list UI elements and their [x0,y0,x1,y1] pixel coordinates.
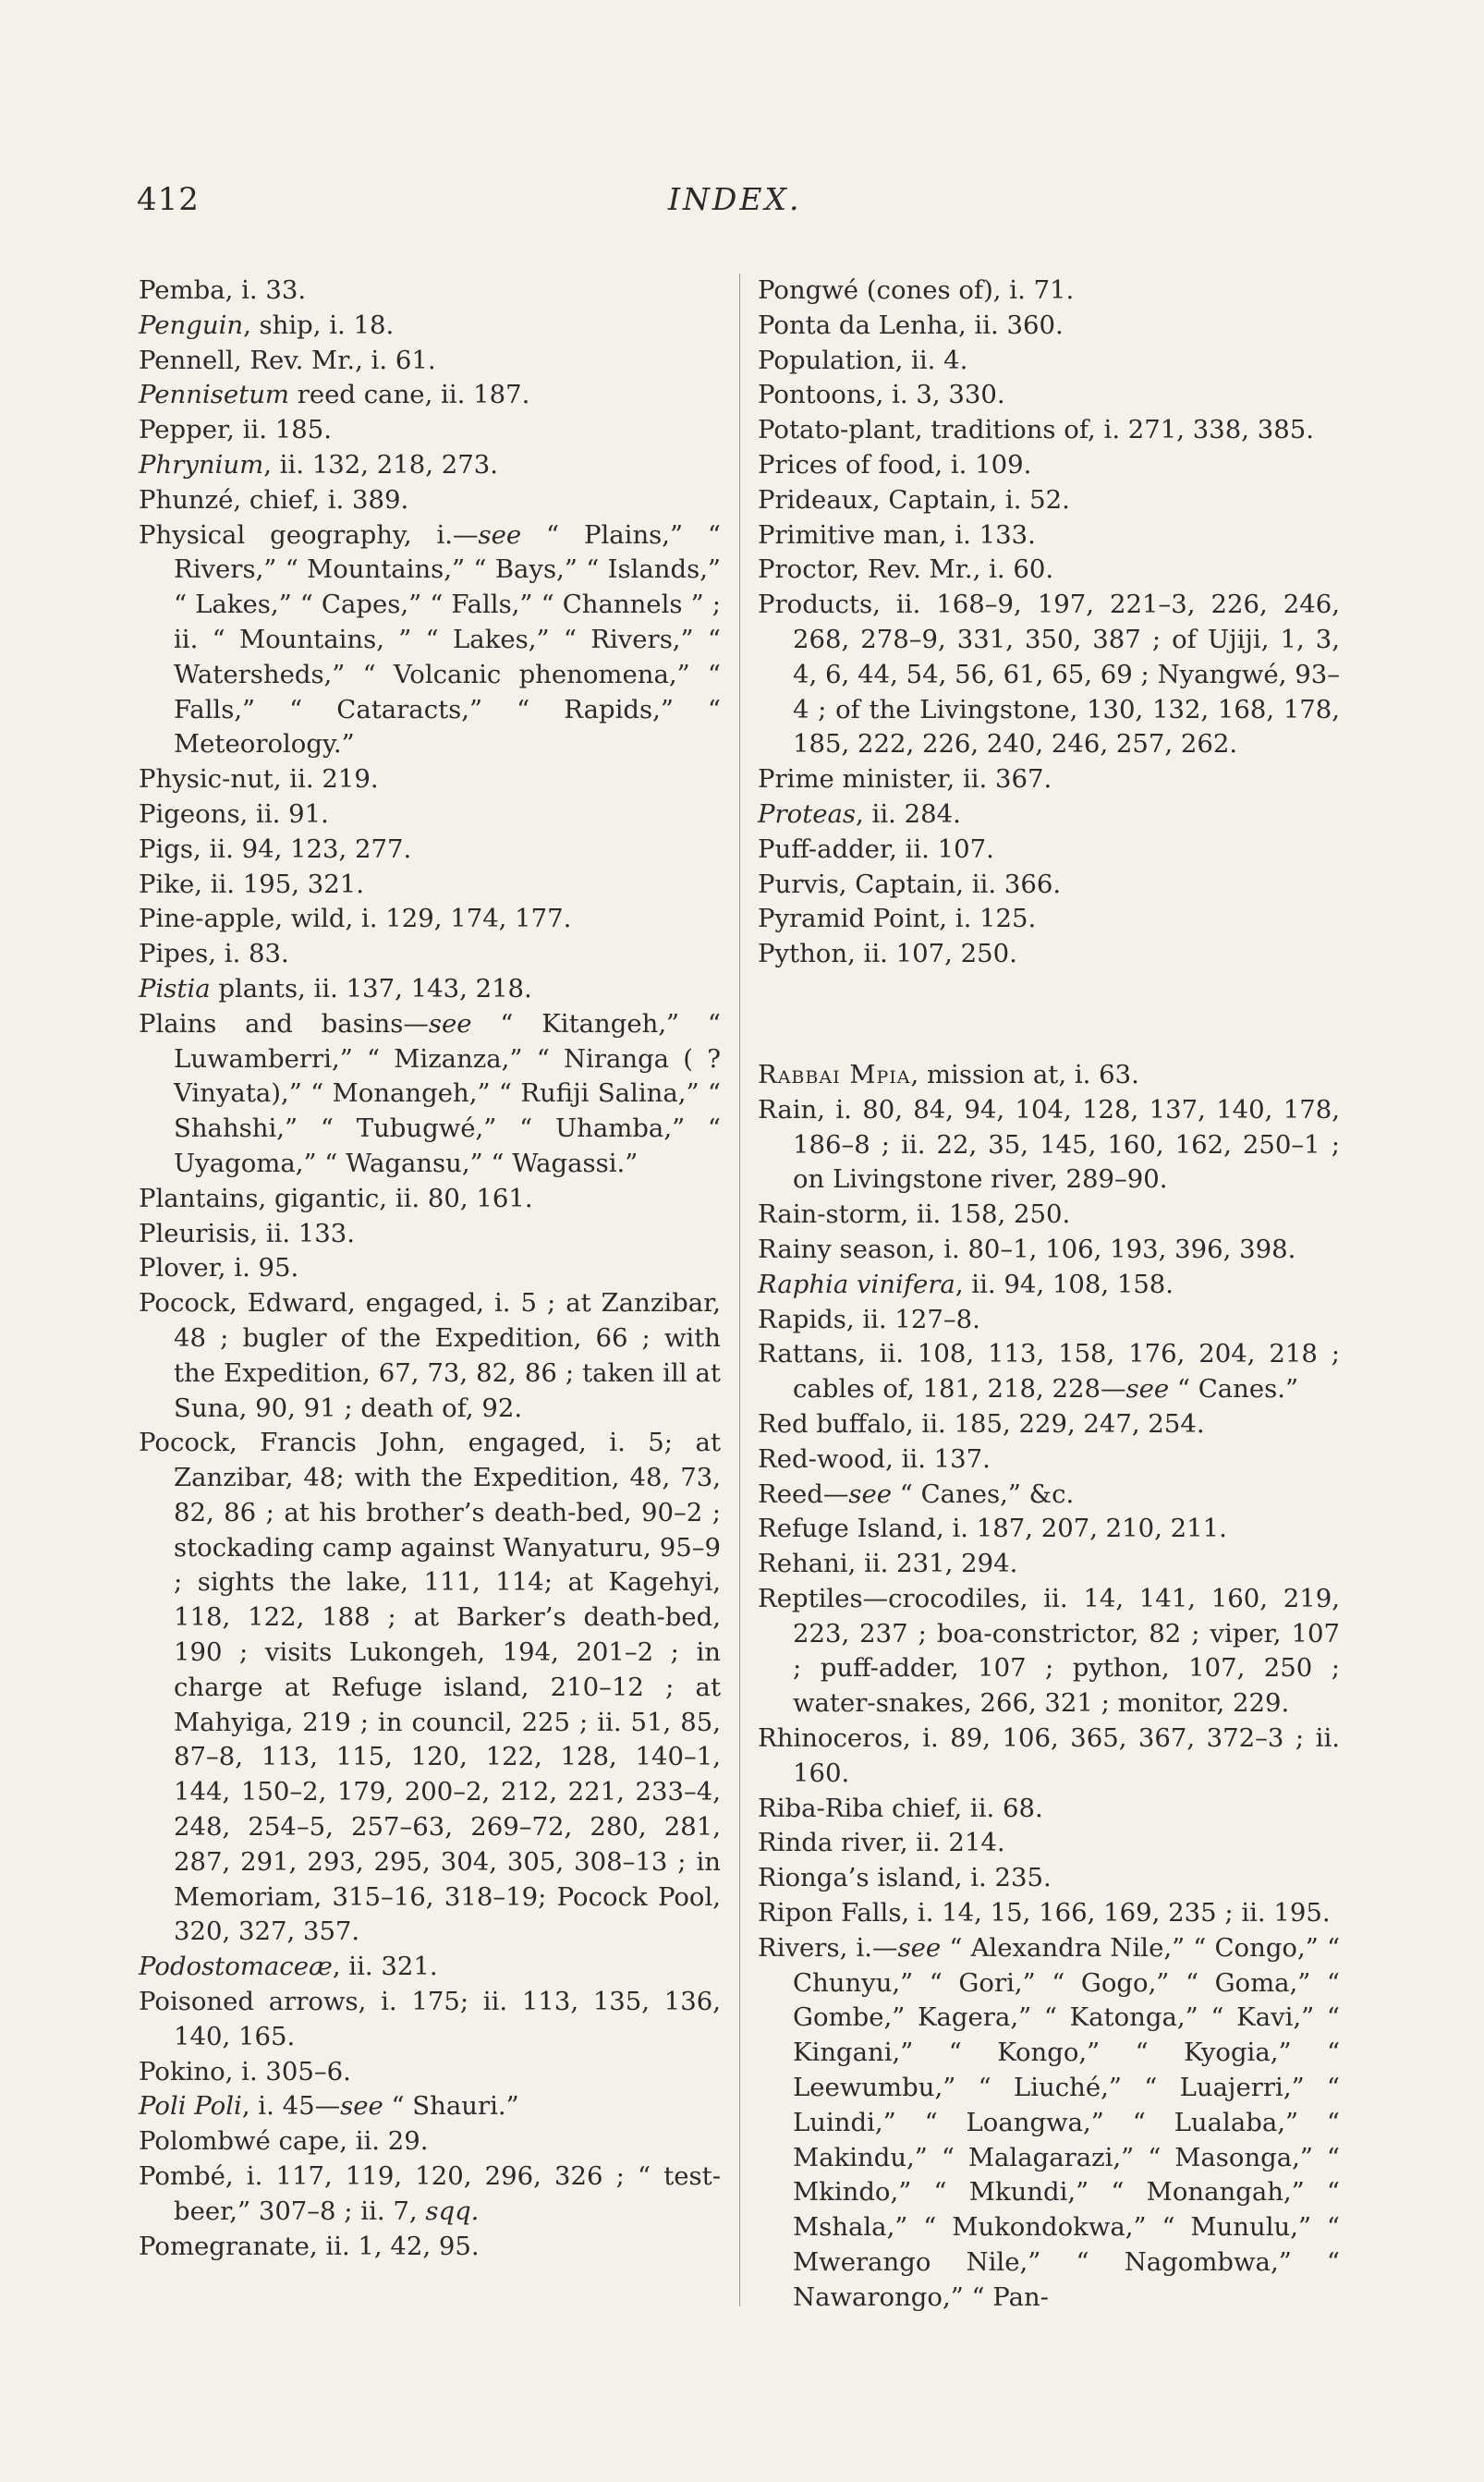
index-entry: Rivers, i.—see “ Alexandra Nile,” “ Congo,” “ Chunyu,” “ Gori,” “ Gogo,” “ Goma,” “ Gombe,” Kagera,” “ Katonga,” “ Kavi,” “ Kingani,” “ Kongo,” “ Kyogia,” “ Leewumbu,” “ Liuché,” “ Luajerri,” “ Luindi,” “ Loangwa,” “ Lualaba,” “ Makindu,” “ Malagarazi,” “ Masonga,” “ Mkindo,” “ Mkundi,” “ Monangah,” “ Mshala,” “ Mukondokwa,” “ Munulu,” “ Mwerango Nile,” “ Nagombwa,” “ Nawarongo,” “ Pan- [758,1932,1341,2312]
index-entry: Penguin, ship, i. 18. [139,310,395,340]
running-head: INDEX. [668,181,802,217]
index-entry: Python, ii. 107, 250. [758,939,1017,969]
index-entry: Primitive man, i. 133. [758,519,1036,550]
index-entry: Prices of food, i. 109. [758,449,1032,480]
index-entry: Rabbai Mpia, mission at, i. 63. [758,1059,1139,1089]
index-entry: Refuge Island, i. 187, 207, 210, 211. [758,1514,1227,1544]
index-entry: Red-wood, ii. 137. [758,1443,991,1474]
index-entry: Rain, i. 80, 84, 94, 104, 128, 137, 140, 178, 186–8 ; ii. 22, 35, 145, 160, 162, 250–1 ; on Livingstone river, 289–90. [758,1094,1340,1195]
index-entry: Pike, ii. 195, 321. [139,869,364,899]
index-entry: Rionga’s island, i. 235. [758,1863,1052,1893]
index-entry: Pemba, i. 33. [139,275,307,305]
index-entry: Podostomaceæ, ii. 321. [139,1952,438,1982]
page-number: 412 [137,181,200,218]
index-entry: Prime minister, ii. 367. [758,764,1052,795]
index-entry: Pipes, i. 83. [139,939,289,969]
index-entry: Poisoned arrows, i. 175; ii. 113, 135, 136, 140, 165. [139,1987,721,2051]
index-entry: Plantains, gigantic, ii. 80, 161. [139,1183,533,1213]
index-entry: Pocock, Edward, engaged, i. 5 ; at Zanzibar, 48 ; bugler of the Expedition, 66 ; with the Expedition, 67, 73, 82, 86 ; taken ill at Suna, 90, 91 ; death of, 92. [139,1288,721,1423]
index-entry: Pigeons, ii. 91. [139,798,329,829]
index-entry: Rinda river, ii. 214. [758,1828,1005,1858]
index-entry: Pokino, i. 305–6. [139,2056,351,2087]
index-entry: Pepper, ii. 185. [139,415,332,445]
index-entry: Phrynium, ii. 132, 218, 273. [139,449,498,480]
index-entry: Poli Poli, i. 45—see “ Shauri.” [139,2091,519,2122]
index-entry: Pine-apple, wild, i. 129, 174, 177. [139,904,572,934]
index-entry: Phunzé, chief, i. 389. [139,484,409,515]
index-entry: Riba-Riba chief, ii. 68. [758,1793,1043,1823]
index-entry: Prideaux, Captain, i. 52. [758,484,1070,515]
index-entry: Ripon Falls, i. 14, 15, 166, 169, 235 ; ii. 195. [758,1898,1331,1928]
index-entry: Red buffalo, ii. 185, 229, 247, 254. [758,1408,1205,1439]
index-entry: Rain-storm, ii. 158, 250. [758,1199,1071,1230]
index-entry: Pleurisis, ii. 133. [139,1218,356,1248]
section-gap [758,997,1340,1032]
index-entry: Pocock, Francis John, engaged, i. 5; at Zanzibar, 48; with the Expedition, 48, 73, 82, 86 ; at his brother’s death-bed, 90–2 ; stockading camp against Wanyaturu, 95–9 ; sights the lake, 111, 114; at Kagehyi, 118, 122, 188 ; at Barker’s death-bed, 190 ; visits Lukongeh, 194, 201–2 ; in charge at Refuge island, 210–12 ; at Mahyiga, 219 ; in council, 225 ; ii. 51, 85, 87–8, 113, 115, 120, 122, 128, 140–1, 144, 150–2, 179, 200–2, 212, 221, 233–4, 248, 254–5, 257–63, 269–72, 280, 281, 287, 291, 293, 295, 304, 305, 308–13 ; in Memoriam, 315–16, 318–19; Pocock Pool, 320, 327, 357. [139,1428,721,1947]
index-entry: Population, ii. 4. [758,345,968,375]
index-entry: Pongwé (cones of), i. 71. [758,275,1075,305]
index-entry: Pigs, ii. 94, 123, 277. [139,833,412,864]
index-entry: Physic-nut, ii. 219. [139,764,379,795]
index-entry: Pennell, Rev. Mr., i. 61. [139,345,436,375]
index-entry: Potato-plant, traditions of, i. 271, 338, 385. [758,415,1314,445]
index-entry: Pontoons, i. 3, 330. [758,380,1005,410]
index-entry: Physical geography, i.—see “ Plains,” “ Rivers,” “ Mountains,” “ Bays,” “ Islands,” “ Lakes,” “ Capes,” “ Falls,” “ Channels ” ; ii. “ Mountains, ” “ Lakes,” “ Rivers,” “ Watersheds,” “ Volcanic phenomena,” “ Falls,” “ Cataracts,” “ Rapids,” “ Meteorology.” [139,519,721,760]
index-entry: Ponta da Lenha, ii. 360. [758,310,1064,340]
index-entry: Pennisetum reed cane, ii. 187. [139,380,530,410]
index-column-right [758,274,1340,2316]
index-entry: Pistia plants, ii. 137, 143, 218. [139,973,532,1004]
index-entry: Products, ii. 168–9, 197, 221–3, 226, 246, 268, 278–9, 331, 350, 387 ; of Ujiji, 1, 3, 4, 6, 44, 54, 56, 61, 65, 69 ; Nyangwé, 93–4 ; of the Livingstone, 130, 132, 168, 178, 185, 222, 226, 240, 246, 257, 262. [758,590,1340,760]
index-entry: Pomegranate, ii. 1, 42, 95. [139,2231,480,2261]
index-entry: Pombé, i. 117, 119, 120, 296, 326 ; “ test-beer,” 307–8 ; ii. 7, sqq. [139,2161,721,2226]
index-entry: Purvis, Captain, ii. 366. [758,869,1062,899]
index-entry: Rhinoceros, i. 89, 106, 365, 367, 372–3 ; ii. 160. [758,1723,1340,1788]
index-entry: Proctor, Rev. Mr., i. 60. [758,554,1054,585]
index-entry: Proteas, ii. 284. [758,798,961,829]
index-entry: Plover, i. 95. [139,1253,299,1284]
index-entry: Rapids, ii. 127–8. [758,1304,980,1334]
index-entry: Rehani, ii. 231, 294. [758,1549,1018,1579]
index-entry: Rattans, ii. 108, 113, 158, 176, 204, 218 ; cables of, 181, 218, 228—see “ Canes.” [758,1339,1340,1405]
index-entry: Polombwé cape, ii. 29. [139,2126,429,2157]
page-header [137,181,1338,227]
index-column-left [139,274,721,2264]
index-entry: Pyramid Point, i. 125. [758,904,1037,934]
index-entry: Raphia vinifera, ii. 94, 108, 158. [758,1269,1174,1299]
index-entry: Puff-adder, ii. 107. [758,833,994,864]
column-divider [739,274,740,2306]
index-entry: Reptiles—crocodiles, ii. 14, 141, 160, 219, 223, 237 ; boa-constrictor, 82 ; viper, 107 ; puff-adder, 107 ; python, 107, 250 ; water-snakes, 266, 321 ; monitor, 229. [758,1583,1340,1719]
index-entry: Reed—see “ Canes,” &c. [758,1478,1075,1509]
index-entry: Rainy season, i. 80–1, 106, 193, 396, 398. [758,1234,1296,1264]
index-entry: Plains and basins—see “ Kitangeh,” “ Luwamberri,” “ Mizanza,” “ Niranga ( ? Vinyata),” “ Monangeh,” “ Rufiji Salina,” “ Shahshi,” “ Tubugwé,” “ Uhamba,” “ Uyagoma,” “ Wagansu,” “ Wagassi.” [139,1008,721,1178]
